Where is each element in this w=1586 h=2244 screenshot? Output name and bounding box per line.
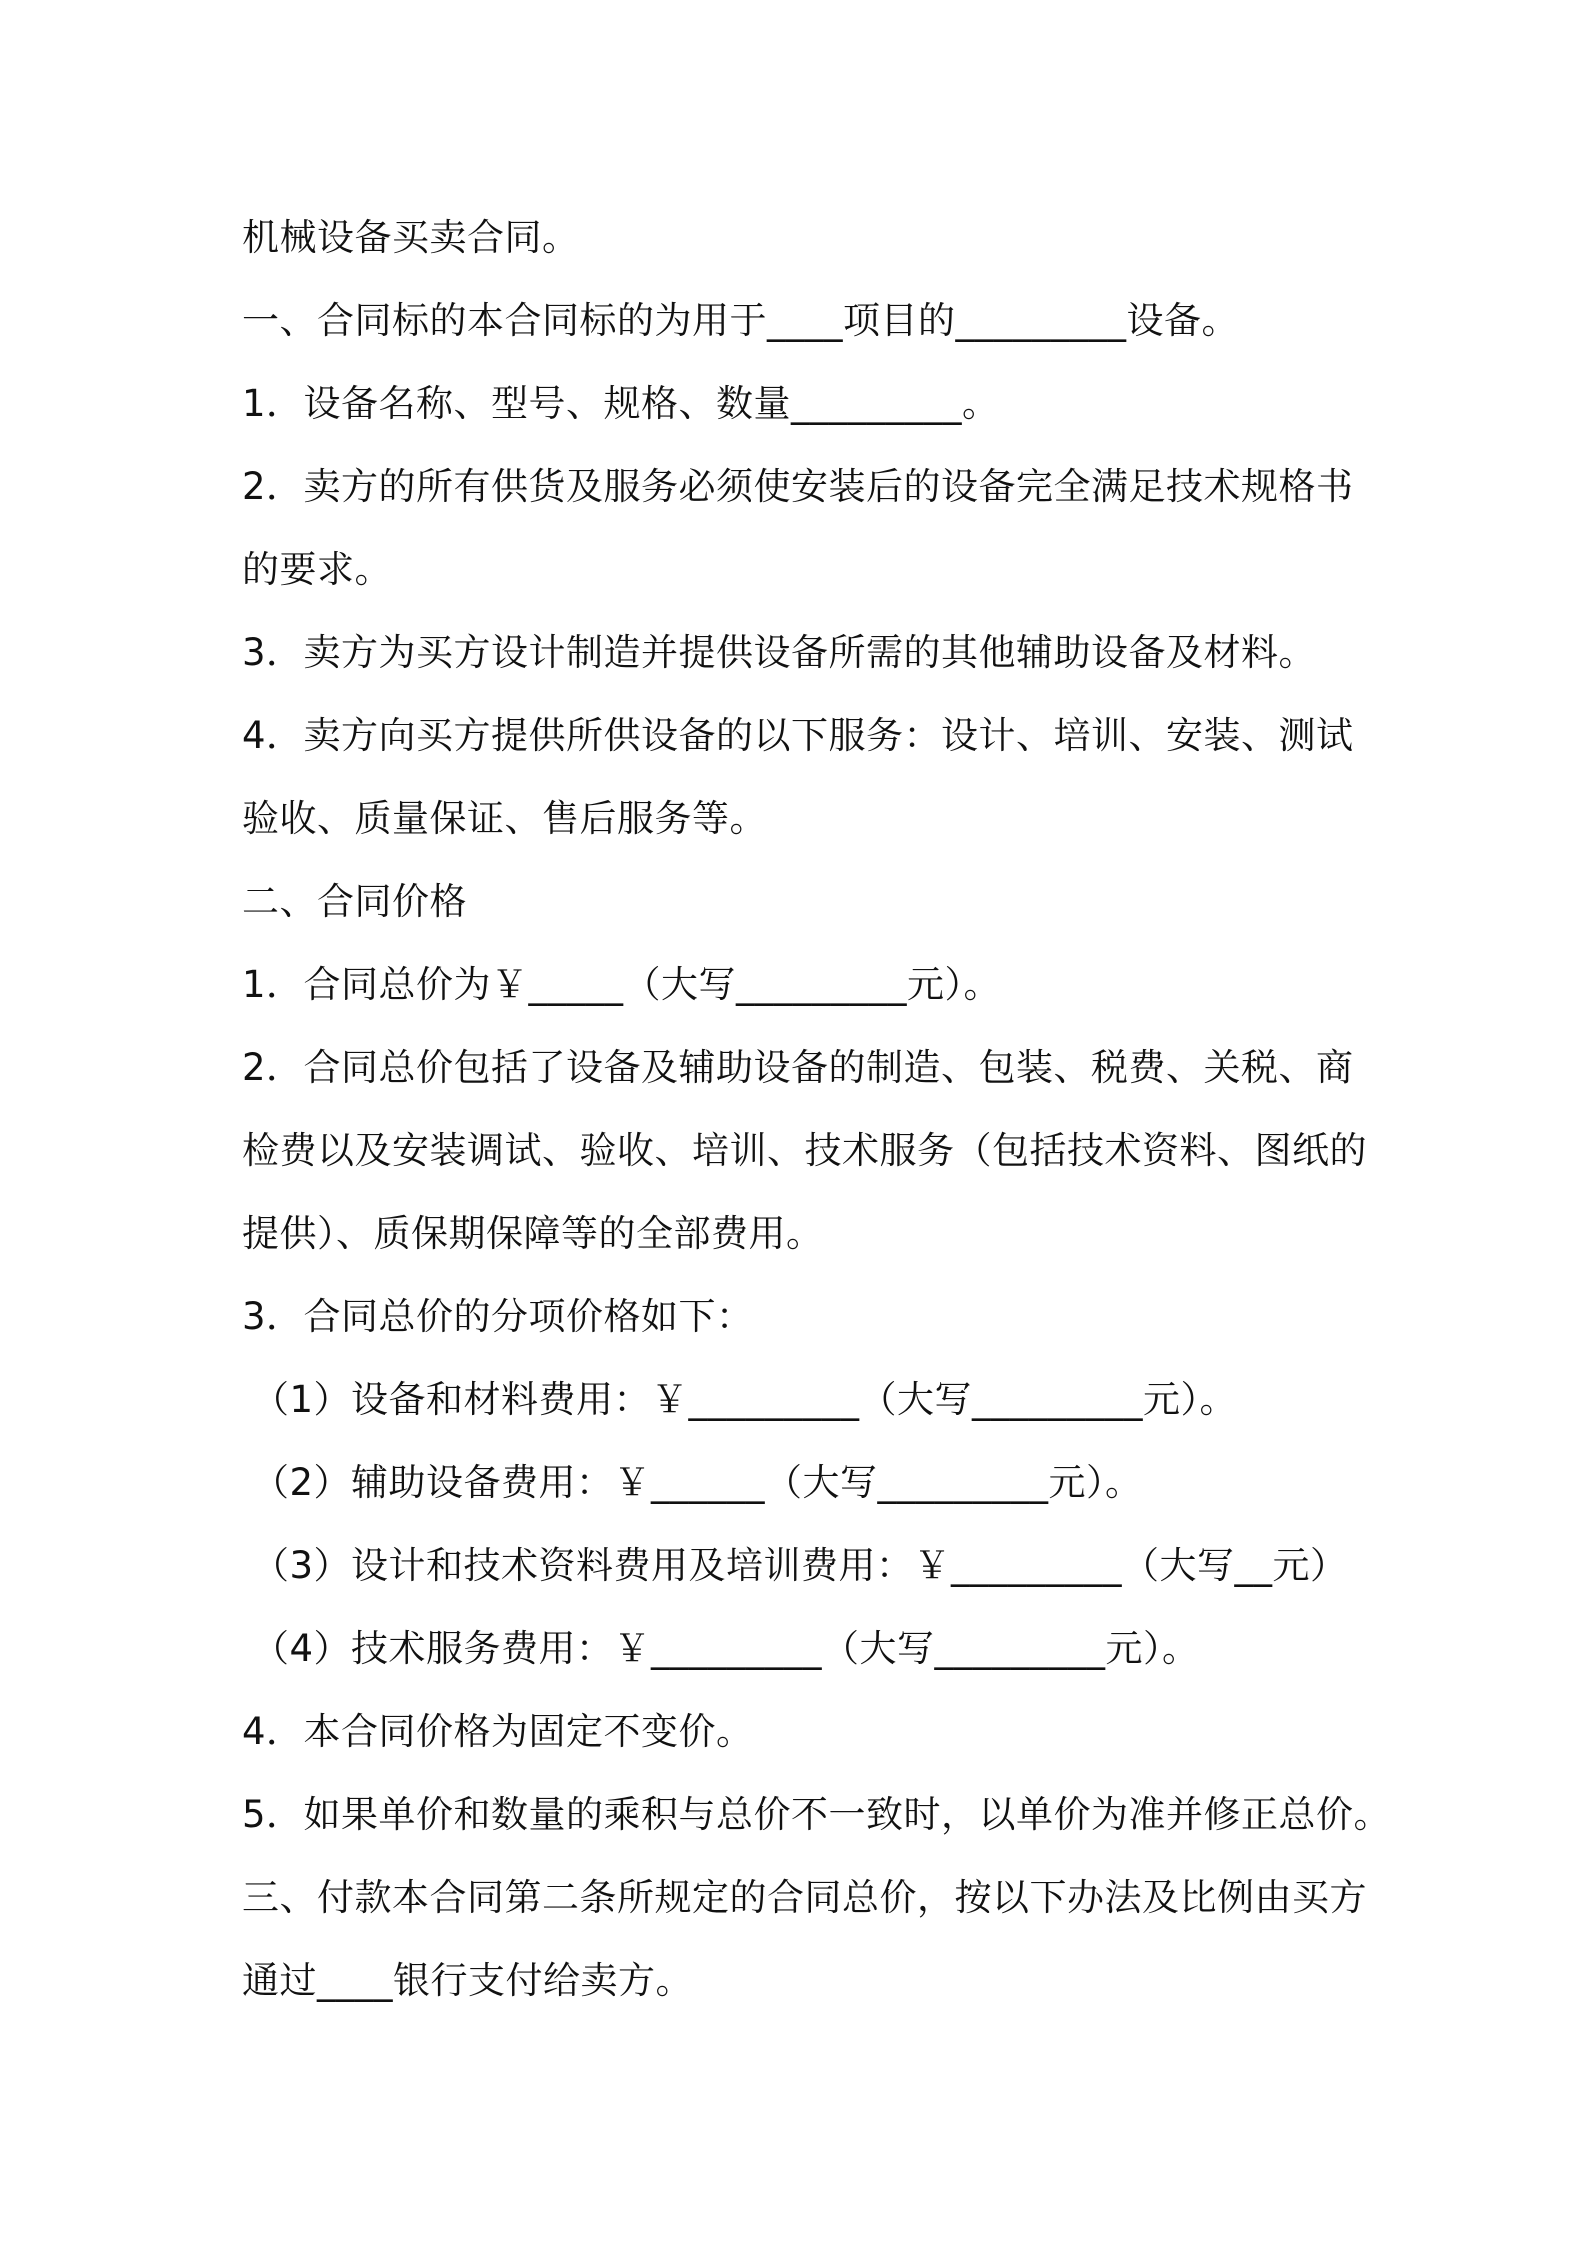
clause-2-3: 3．合同总价的分项价格如下： (242, 1295, 754, 1338)
clause-2-3-item-3: （3）设计和技术资料费用及培训费用：￥_________（大写__元） (252, 1544, 1348, 1587)
clause-2-3-item-2: （2）辅助设备费用：￥______（大写_________元）。 (252, 1461, 1143, 1504)
doc-title-line: 机械设备买卖合同。 (242, 216, 580, 259)
section-3-heading-line-2: 通过____银行支付给卖方。 (242, 1959, 693, 2002)
clause-2-1: 1．合同总价为￥_____（大写_________元）。 (242, 963, 1002, 1006)
section-1-heading: 一、合同标的本合同标的为用于____项目的_________设备。 (242, 299, 1239, 342)
clause-1-2-line-2: 的要求。 (242, 548, 392, 591)
section-2-heading: 二、合同价格 (242, 880, 467, 923)
clause-2-2-line-2: 检费以及安装调试、验收、培训、技术服务（包括技术资料、图纸的 (242, 1129, 1367, 1172)
clause-1-4-line-2: 验收、质量保证、售后服务等。 (242, 797, 767, 840)
clause-1-2-line-1: 2．卖方的所有供货及服务必须使安装后的设备完全满足技术规格书 (242, 465, 1354, 508)
clause-2-3-item-1: （1）设备和材料费用：￥_________（大写_________元）。 (252, 1378, 1238, 1421)
clause-2-4: 4．本合同价格为固定不变价。 (242, 1710, 754, 1753)
clause-2-3-item-4: （4）技术服务费用：￥_________（大写_________元）。 (252, 1627, 1200, 1670)
clause-1-3: 3．卖方为买方设计制造并提供设备所需的其他辅助设备及材料。 (242, 631, 1317, 674)
clause-2-5: 5．如果单价和数量的乘积与总价不一致时，以单价为准并修正总价。 (242, 1793, 1392, 1836)
clause-2-2-line-1: 2．合同总价包括了设备及辅助设备的制造、包装、税费、关税、商 (242, 1046, 1354, 1089)
clause-1-4-line-1: 4．卖方向买方提供所供设备的以下服务：设计、培训、安装、测试 (242, 714, 1354, 757)
document-body (242, 196, 1392, 2022)
clause-2-2-line-3: 提供）、质保期保障等的全部费用。 (242, 1212, 824, 1255)
section-3-heading-line-1: 三、付款本合同第二条所规定的合同总价，按以下办法及比例由买方 (242, 1876, 1367, 1919)
clause-1-1: 1．设备名称、型号、规格、数量_________。 (242, 382, 1000, 425)
